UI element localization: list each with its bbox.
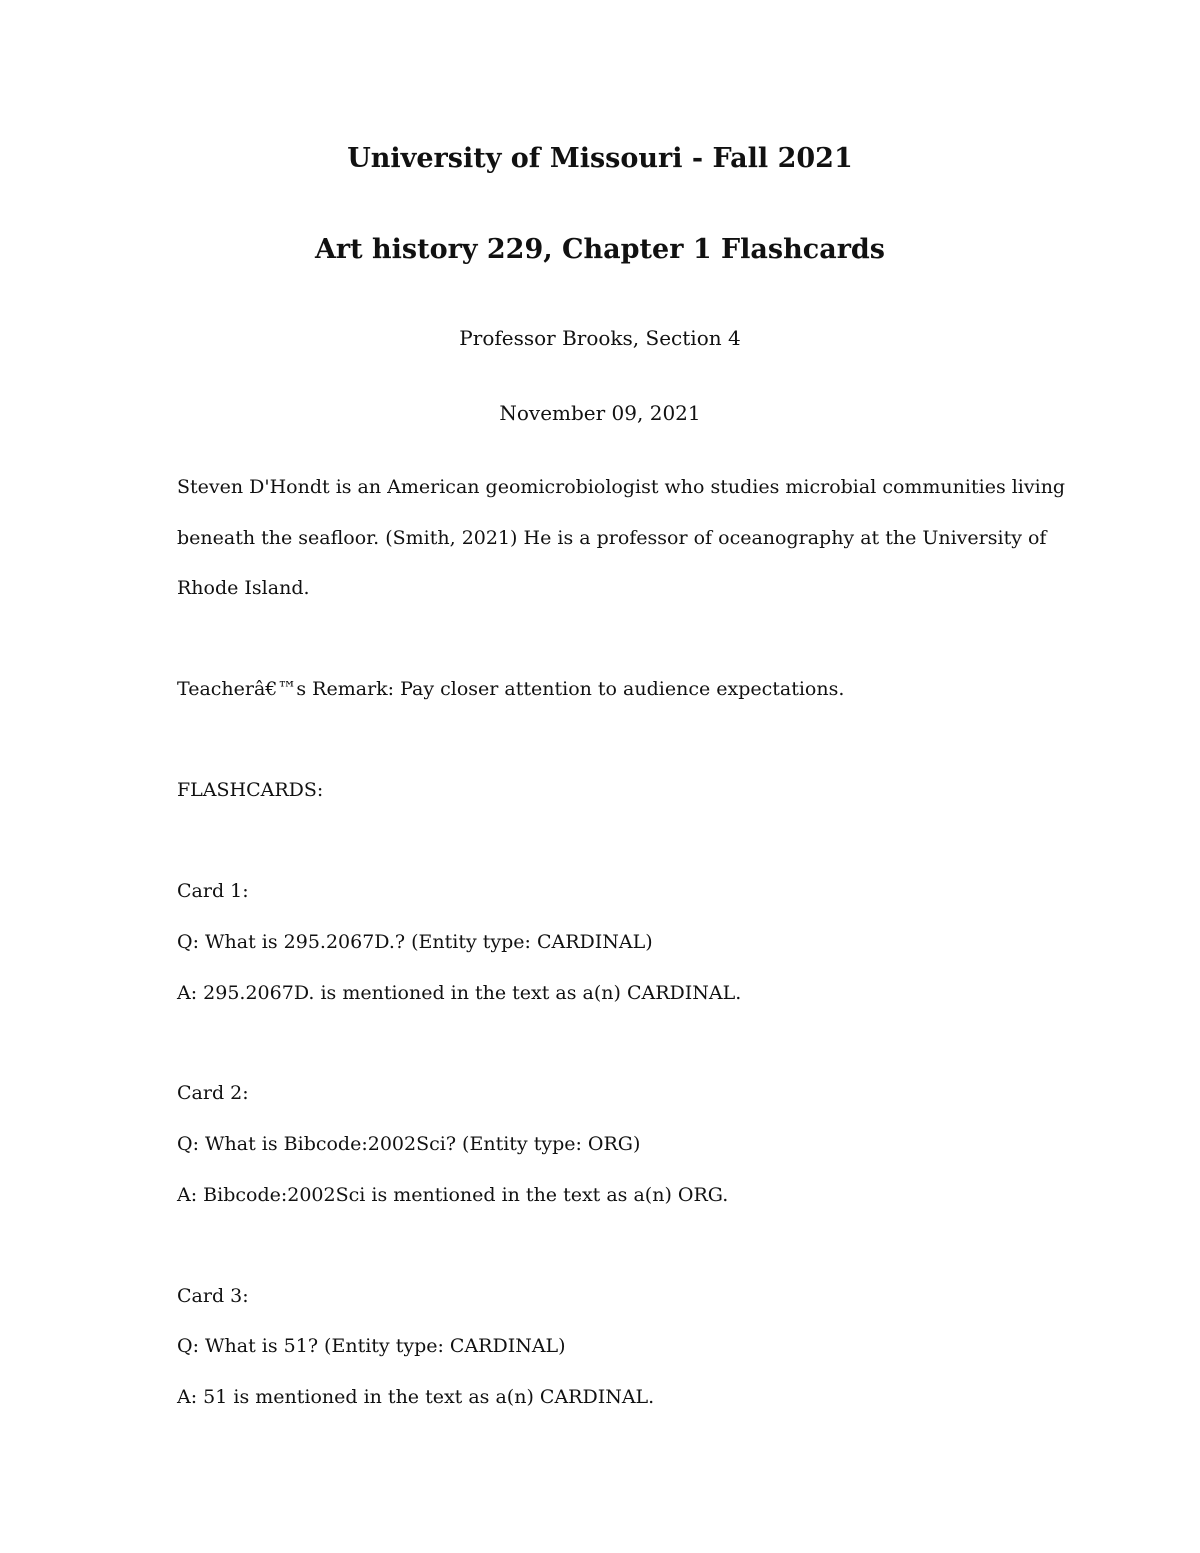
flashcards-label: FLASHCARDS:: [177, 779, 324, 801]
teacher-remark: Teacherâ€™s Remark: Pay closer attention to audience expectations.: [177, 678, 845, 700]
card-1-answer: A: 295.2067D. is mentioned in the text as a(n) CARDINAL.: [177, 982, 742, 1004]
intro-line-2: beneath the seafloor. (Smith, 2021) He is a professor of oceanography at the University of: [177, 527, 1047, 549]
date-line: November 09, 2021: [499, 401, 701, 425]
professor-line: Professor Brooks, Section 4: [459, 326, 741, 350]
card-2-title: Card 2:: [177, 1082, 249, 1104]
card-2-answer: A: Bibcode:2002Sci is mentioned in the text as a(n) ORG.: [177, 1184, 729, 1206]
card-1-question: Q: What is 295.2067D.? (Entity type: CARDINAL): [177, 931, 653, 953]
card-3-answer: A: 51 is mentioned in the text as a(n) CARDINAL.: [177, 1386, 655, 1408]
intro-line-3: Rhode Island.: [177, 577, 310, 599]
intro-line-1: Steven D'Hondt is an American geomicrobiologist who studies microbial communities living: [177, 476, 1066, 498]
course-title-heading: Art history 229, Chapter 1 Flashcards: [314, 234, 886, 265]
card-1-title: Card 1:: [177, 880, 249, 902]
university-heading: University of Missouri - Fall 2021: [347, 143, 853, 174]
card-3-title: Card 3:: [177, 1285, 249, 1307]
card-2-question: Q: What is Bibcode:2002Sci? (Entity type: ORG): [177, 1133, 641, 1155]
card-3-question: Q: What is 51? (Entity type: CARDINAL): [177, 1335, 566, 1357]
